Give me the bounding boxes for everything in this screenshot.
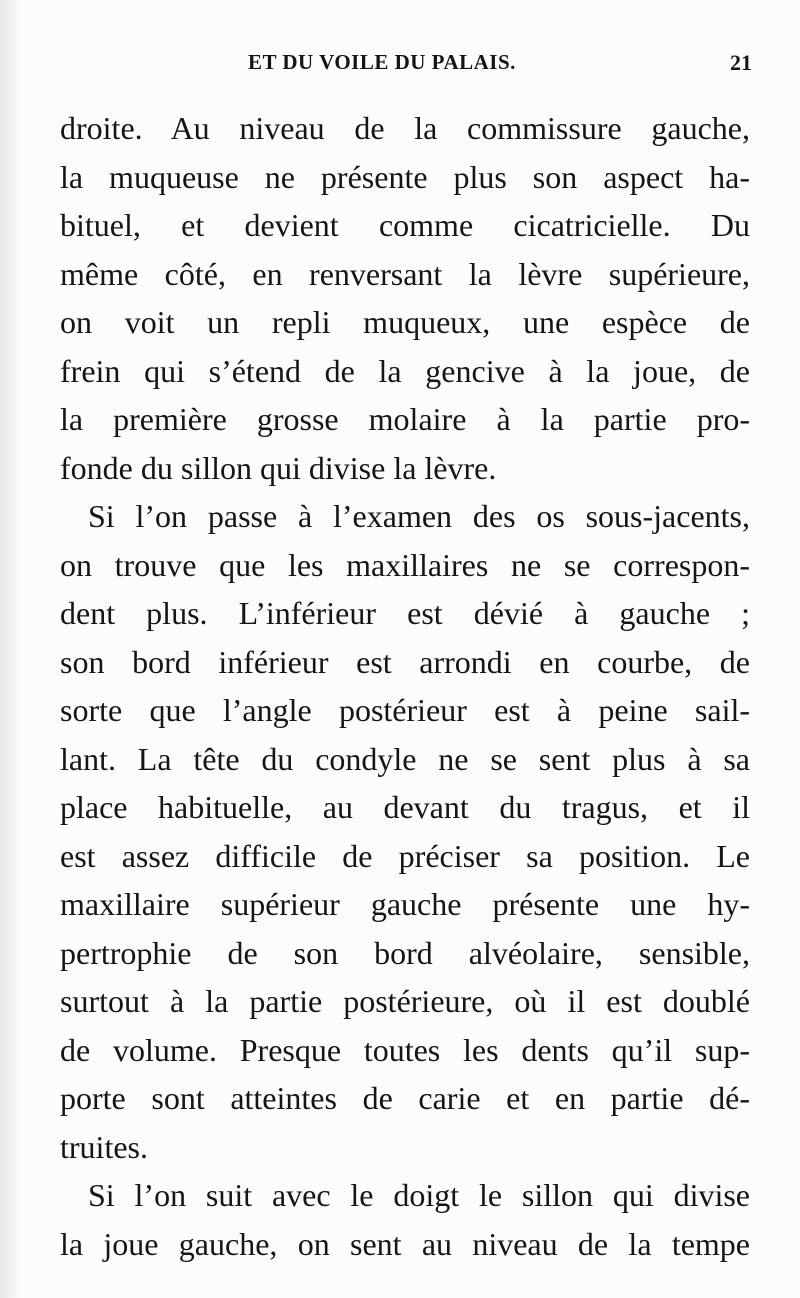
text-line: on voit un repli muqueux, une espèce de bbox=[60, 304, 750, 340]
text-line: fonde du sillon qui divise la lèvre. bbox=[60, 449, 497, 486]
text-line: lant. La tête du condyle ne se sent plus à sa bbox=[60, 740, 750, 777]
text-line: maxillaire supérieur gauche présente une hy- bbox=[60, 886, 750, 922]
text-line: on trouve que les maxillaires ne se correspon- bbox=[60, 546, 750, 583]
text-line: porte sont atteintes de carie et en partie dé- bbox=[60, 1080, 750, 1116]
text-line: place habituelle, au devant du tragus, et il bbox=[60, 789, 750, 825]
page-gutter-shadow bbox=[0, 0, 22, 1298]
text-line: frein qui s’étend de la gencive à la joue, de bbox=[60, 352, 750, 389]
body-text bbox=[60, 104, 750, 1268]
text-line: la joue gauche, on sent au niveau de la tempe bbox=[60, 1225, 750, 1262]
running-title: ET DU VOILE DU PALAIS. bbox=[248, 50, 516, 74]
running-head bbox=[60, 50, 752, 80]
text-line: droite. Au niveau de la commissure gauche, bbox=[60, 110, 750, 146]
text-line: pertrophie de son bord alvéolaire, sensible, bbox=[60, 934, 750, 971]
paragraph-first-line: Si l’on passe à l’examen des os sous-jacents, bbox=[88, 498, 750, 534]
text-line: de volume. Presque toutes les dents qu’il sup- bbox=[60, 1031, 750, 1068]
page-number: 21 bbox=[730, 50, 752, 75]
text-line: dent plus. L’inférieur est dévié à gauche ; bbox=[60, 595, 750, 631]
text-line: surtout à la partie postérieure, où il est doublé bbox=[60, 983, 750, 1019]
text-line: la muqueuse ne présente plus son aspect ha- bbox=[60, 158, 750, 195]
text-line: son bord inférieur est arrondi en courbe, de bbox=[60, 643, 750, 680]
text-line: sorte que l’angle postérieur est à peine sail- bbox=[60, 692, 750, 728]
text-line: est assez difficile de préciser sa position. Le bbox=[60, 837, 750, 874]
text-line: la première grosse molaire à la partie pro- bbox=[60, 401, 750, 437]
text-line: bituel, et devient comme cicatricielle. Du bbox=[60, 207, 750, 243]
text-line: truites. bbox=[60, 1128, 148, 1165]
paragraph-first-line: Si l’on suit avec le doigt le sillon qui divise bbox=[88, 1177, 750, 1213]
text-line: même côté, en renversant la lèvre supérieure, bbox=[60, 255, 750, 292]
